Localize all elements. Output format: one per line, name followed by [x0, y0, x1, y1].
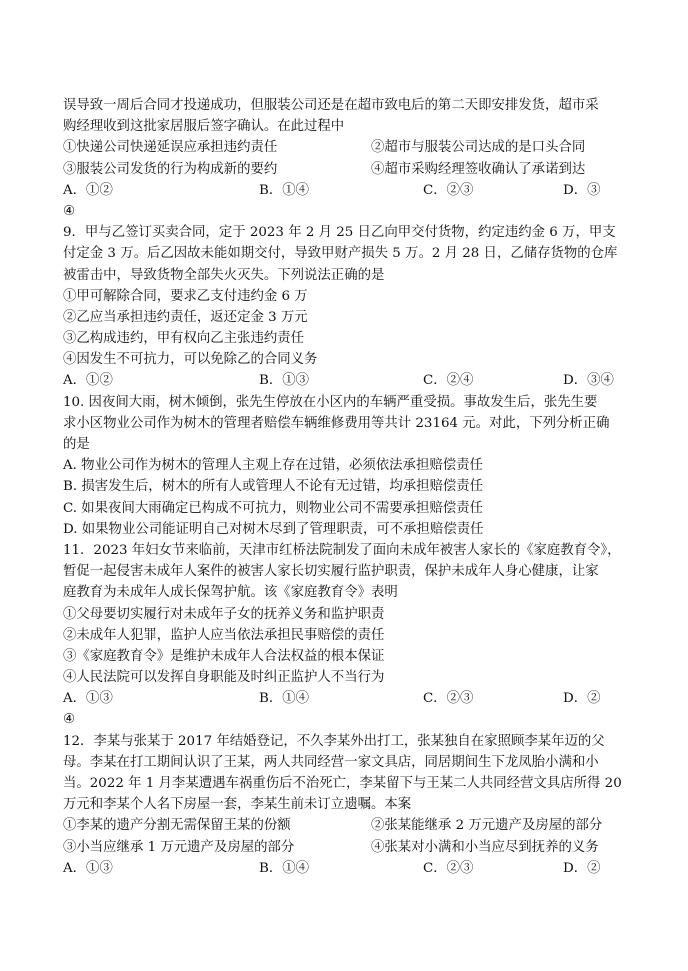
- question-10-stem-line-3: 的是: [63, 437, 90, 452]
- option-a: A．①②: [63, 182, 113, 198]
- question-11-stem-line-3: 庭教育为未成年人成长保驾护航。该《家庭教育令》表明: [63, 585, 398, 601]
- statement-3: ③乙构成违约，甲有权向乙主张违约责任: [63, 331, 305, 347]
- statement-4: ④超市采购经理签收确认了承诺到达: [371, 161, 586, 177]
- question-9-stem-line-3: 被雷击中，导致货物全部失火灭失。下列说法正确的是: [63, 267, 385, 283]
- statement-4: ④因发生不可抗力，可以免除乙的合同义务: [63, 352, 318, 368]
- question-12-stem-line-1: 12．李某与张某于 2017 年结婚登记，不久李某外出打工，张某独自在家照顾李某年迈的父: [63, 733, 605, 749]
- option-d-wrap: ④: [63, 203, 76, 219]
- option-d-wrap: ④: [63, 712, 76, 728]
- question-8: [63, 95, 629, 222]
- statement-3: ③服装公司发货的行为构成新的要约: [63, 161, 278, 177]
- question-11-stem-line-2: 暂促一起侵害未成年人案件的被害人家长切实履行监护职责，保护未成年人身心健康，让家: [63, 564, 599, 580]
- question-8-stem-line-2: 购经理收到这批家居服后签字确认。在此过程中: [63, 119, 345, 135]
- question-10-stem-line-2: 求小区物业公司作为树木的管理者赔偿车辆维修费用等共计 23164 元。对此，下列分析正确: [63, 415, 610, 431]
- option-c: C．②③: [423, 691, 474, 707]
- question-12-statements-row-1: [63, 815, 629, 836]
- question-12-options: [63, 858, 629, 879]
- option-a: A．①③: [63, 860, 113, 876]
- option-b: B．①④: [259, 182, 310, 198]
- question-9-stem-line-2: 付定金 3 万。后乙因故未能如期交付，导致甲财产损失 5 万。2 月 28 日，乙储存货物的仓库: [63, 246, 618, 262]
- statement-1: ①快递公司快递延误应承担违约责任: [63, 140, 278, 156]
- question-10-stem-line-1: 10. 因夜间大雨，树木倾倒，张先生停放在小区内的车辆严重受损。事故发生后，张先生要: [63, 394, 598, 410]
- statement-1: ①父母要切实履行对未成年子女的抚养义务和监护职责: [63, 606, 385, 622]
- statement-2: ②乙应当承担违约责任，返还定金 3 万元: [63, 309, 308, 325]
- statement-1: ①甲可解除合同，要求乙支付违约金 6 万: [63, 288, 308, 304]
- statement-3: ③《家庭教育令》是维护未成年人合法权益的根本保证: [63, 648, 385, 664]
- option-b: B. 损害发生后，树木的所有人或管理人不论有无过错，均承担赔偿责任: [63, 479, 484, 495]
- option-d: D．③④: [563, 373, 614, 389]
- option-c: C. 如果夜间大雨确定已构成不可抗力，则物业公司不需要承担赔偿责任: [63, 500, 483, 516]
- question-12-statements-row-2: [63, 837, 629, 858]
- option-b: B．①④: [259, 860, 310, 876]
- question-11: [63, 540, 629, 731]
- option-d: D．③: [563, 182, 601, 198]
- question-8-statements-row-2: [63, 159, 629, 180]
- question-12-stem-line-2: 母。李某在打工期间认识了王某，两人共同经营一家文具店，同居期间生下龙凤胎小满和小: [63, 754, 599, 770]
- question-11-options: [63, 688, 629, 709]
- question-12-stem-line-4: 万元和李某个人名下房屋一套，李某生前未订立遗嘱。本案: [63, 797, 412, 813]
- statement-2: ②超市与服装公司达成的是口头合同: [371, 140, 586, 156]
- statement-2: ②未成年人犯罪，监护人应当依法承担民事赔偿的责任: [63, 627, 385, 643]
- question-8-statements-row-1: [63, 137, 629, 158]
- option-c: C．②③: [423, 860, 474, 876]
- question-9-options: [63, 370, 629, 391]
- question-12: [63, 731, 629, 879]
- question-9: [63, 222, 629, 392]
- question-12-stem-line-3: 当。2022 年 1 月李某遭遇车祸重伤后不治死亡，李某留下与王某二人共同经营文具店所得 20: [63, 776, 622, 791]
- option-d: D. 如果物业公司能证明自己对树木尽到了管理职责，可不承担赔偿责任: [63, 521, 484, 537]
- question-8-options: [63, 180, 629, 201]
- question-9-stem-line-1: 9．甲与乙签订买卖合同，定于 2023 年 2 月 25 日乙向甲交付货物，约定违约金 6 万，甲支: [63, 225, 616, 241]
- statement-3: ③小当应继承 1 万元遗产及房屋的部分: [63, 839, 295, 855]
- option-c: C．②③: [423, 182, 474, 198]
- statement-2: ②张某能继承 2 万元遗产及房屋的部分: [371, 818, 603, 834]
- option-a: A. 物业公司作为树木的管理人主观上存在过错，必须依法承担赔偿责任: [63, 458, 483, 474]
- option-d: D．②: [563, 691, 601, 707]
- option-a: A．①③: [63, 691, 113, 707]
- option-b: B．①③: [259, 373, 310, 389]
- page-content: [63, 95, 629, 879]
- statement-1: ①李某的遗产分割无需保留王某的份额: [63, 818, 291, 834]
- statement-4: ④张某对小满和小当应尽到抚养的义务: [371, 839, 599, 855]
- option-d: D．②: [563, 860, 601, 876]
- statement-4: ④人民法院可以发挥自身职能及时纠正监护人不当行为: [63, 670, 385, 686]
- option-c: C．②④: [423, 373, 474, 389]
- question-11-stem-line-1: 11．2023 年妇女节来临前，天津市红桥法院制发了面向未成年被害人家长的《家庭教育令》，: [63, 542, 621, 558]
- question-10: [63, 392, 629, 540]
- option-b: B．①④: [259, 691, 310, 707]
- option-a: A．①②: [63, 373, 113, 389]
- question-8-stem-line-1: 误导致一周后合同才投递成功，但服装公司还是在超市致电后的第二天即安排发货，超市采: [63, 98, 599, 113]
